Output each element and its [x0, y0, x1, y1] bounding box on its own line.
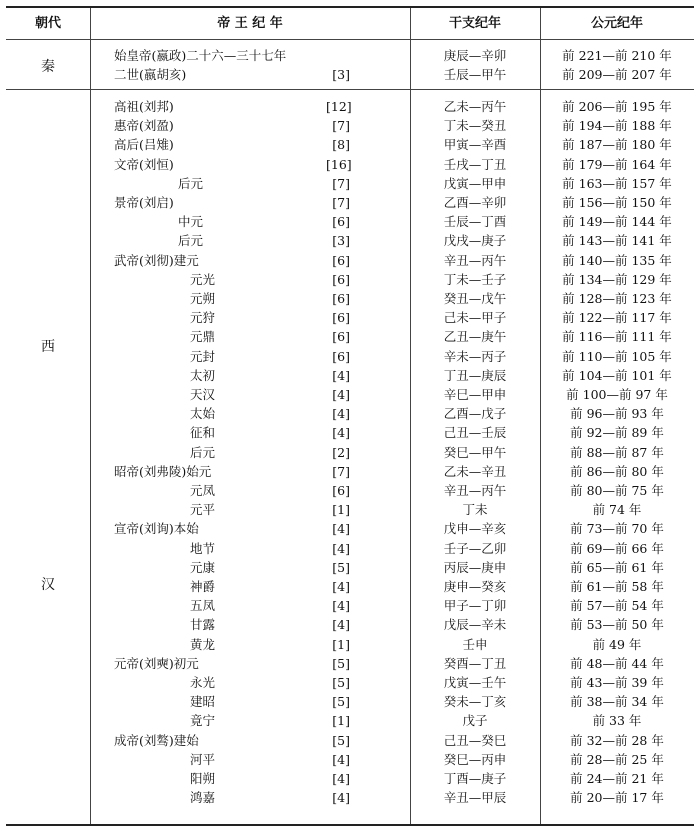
gongyuan-cell: 前 28—前 25 年: [570, 751, 664, 767]
reign-name: 鸿嘉: [190, 790, 216, 806]
reign-years: [3]: [332, 233, 350, 249]
table-row: [6, 289, 694, 308]
reign-name: 建昭: [190, 694, 216, 710]
gongyuan-cell: 前 57—前 54 年: [570, 598, 664, 614]
ganzhi-cell: 乙酉—辛卯: [443, 195, 507, 210]
reign-years: [7]: [332, 118, 350, 134]
header-rule: [6, 39, 694, 40]
ganzhi-cell: 癸未—丁亥: [443, 694, 507, 710]
reign-years: [5]: [332, 559, 350, 575]
ganzhi-cell: 辛未—丙子: [443, 348, 507, 364]
reign-years: [4]: [332, 425, 350, 441]
reign-name: 元光: [190, 271, 216, 287]
reign-years: [4]: [332, 367, 350, 383]
ganzhi-cell: 辛丑—丙午: [443, 483, 507, 498]
ganzhi-cell: 乙未—丙午: [443, 99, 507, 114]
gongyuan-cell: 前 128—前 123 年: [562, 291, 672, 306]
reign-years: [4]: [332, 579, 350, 594]
ganzhi-cell: 戊寅—壬午: [443, 675, 507, 690]
ganzhi-cell: 壬辰—甲午: [443, 67, 507, 83]
gongyuan-cell: 前 140—前 135 年: [562, 252, 672, 268]
reign-name: 后元: [178, 233, 204, 249]
table-row: [6, 347, 694, 366]
reign-years: [4]: [332, 387, 350, 402]
reign-years: [3]: [332, 67, 350, 83]
ganzhi-cell: 戊申—辛亥: [443, 521, 507, 537]
reign-name: 景帝(刘启): [114, 195, 174, 210]
table-row: [6, 519, 694, 538]
table-row: [6, 65, 694, 84]
gongyuan-cell: 前 194—前 188 年: [562, 118, 672, 134]
reign-years: [6]: [332, 252, 350, 268]
gongyuan-cell: 前 88—前 87 年: [570, 444, 664, 460]
table-row: [6, 481, 694, 500]
reign-name: 黄龙: [190, 636, 216, 652]
ganzhi-cell: 壬子—乙卯: [443, 540, 507, 556]
reign-years: [4]: [332, 521, 350, 537]
reign-name: 中元: [178, 214, 204, 230]
ganzhi-cell: 癸丑—戊午: [443, 291, 507, 306]
reign-years: [4]: [332, 617, 350, 633]
table-row: [6, 270, 694, 289]
gongyuan-cell: 前 49 年: [592, 636, 642, 652]
reign-name: 太初: [190, 367, 216, 383]
reign-years: [6]: [332, 310, 350, 326]
table-row: [6, 308, 694, 327]
table-row: [6, 366, 694, 385]
gongyuan-cell: 前 86—前 80 年: [570, 463, 664, 479]
gongyuan-cell: 前 149—前 144 年: [562, 214, 672, 230]
table-row: [6, 231, 694, 250]
gongyuan-cell: 前 92—前 89 年: [570, 425, 664, 441]
ganzhi-cell: 辛丑—丙午: [443, 252, 507, 268]
gongyuan-cell: 前 179—前 164 年: [562, 156, 672, 172]
reign-name: 后元: [178, 175, 204, 191]
table-row: [6, 385, 694, 404]
reign-name: 后元: [190, 444, 216, 460]
ganzhi-cell: 丙辰—庚申: [443, 559, 507, 575]
table-row: [6, 423, 694, 442]
table-row: [6, 135, 694, 154]
gongyuan-cell: 前 69—前 66 年: [570, 540, 664, 556]
reign-name: 甘露: [190, 617, 216, 633]
reign-years: [5]: [332, 675, 350, 690]
table-row: [6, 558, 694, 577]
ganzhi-cell: 丁酉—庚子: [443, 771, 507, 786]
ganzhi-cell: 癸酉—丁丑: [443, 655, 507, 671]
reign-name: 五凤: [190, 598, 216, 614]
reign-name: 河平: [190, 751, 216, 767]
gongyuan-cell: 前 163—前 157 年: [562, 175, 672, 191]
reign-years: [7]: [332, 175, 350, 191]
ganzhi-cell: 戊戌—庚子: [443, 233, 507, 249]
reign-name: 元帝(刘奭)初元: [114, 655, 199, 671]
gongyuan-cell: 前 122—前 117 年: [562, 310, 672, 326]
table-row: [6, 155, 694, 174]
ganzhi-cell: 癸巳—甲午: [443, 444, 507, 460]
gongyuan-cell: 前 61—前 58 年: [570, 579, 664, 594]
ganzhi-cell: 戊辰—辛未: [443, 617, 507, 633]
gongyuan-cell: 前 65—前 61 年: [570, 559, 664, 575]
dynasty-xi: 西: [41, 339, 55, 355]
gongyuan-cell: 前 73—前 70 年: [570, 521, 664, 537]
reign-name: 元封: [190, 348, 216, 364]
reign-name: 惠帝(刘盈): [114, 118, 174, 134]
table-row: [6, 404, 694, 423]
ganzhi-cell: 己丑—癸巳: [443, 732, 507, 748]
reign-name: 征和: [190, 425, 216, 441]
ganzhi-cell: 丁未: [462, 502, 488, 518]
header-reign: 帝 王 纪 年: [217, 16, 283, 31]
reign-name: 地节: [190, 540, 216, 556]
section-rule: [6, 89, 694, 90]
gongyuan-cell: 前 96—前 93 年: [570, 406, 664, 422]
gongyuan-cell: 前 134—前 129 年: [562, 271, 672, 287]
ganzhi-cell: 壬辰—丁酉: [443, 214, 507, 230]
gongyuan-cell: 前 110—前 105 年: [562, 348, 672, 364]
reign-years: [8]: [332, 137, 350, 153]
ganzhi-cell: 甲寅—辛酉: [443, 137, 507, 153]
ganzhi-cell: 丁丑—庚辰: [443, 367, 507, 383]
ganzhi-cell: 戊子: [462, 713, 488, 729]
reign-years: [7]: [332, 195, 350, 210]
reign-name: 元康: [190, 559, 216, 575]
table-row: [6, 615, 694, 634]
gongyuan-cell: 前 209—前 207 年: [562, 67, 672, 83]
ganzhi-cell: 乙未—辛丑: [443, 463, 507, 479]
gongyuan-cell: 前 156—前 150 年: [562, 195, 672, 210]
reign-years: [6]: [332, 214, 350, 230]
reign-years: [4]: [332, 540, 350, 556]
reign-years: [6]: [332, 329, 350, 345]
gongyuan-cell: 前 53—前 50 年: [570, 617, 664, 633]
reign-name: 高祖(刘邦): [114, 99, 174, 114]
table-row: [6, 212, 694, 231]
reign-name: 元朔: [190, 291, 216, 306]
gongyuan-cell: 前 38—前 34 年: [570, 694, 664, 710]
table-row: [6, 769, 694, 788]
ganzhi-cell: 甲子—丁卯: [443, 598, 507, 614]
reign-name: 成帝(刘骜)建始: [114, 732, 199, 748]
gongyuan-cell: 前 74 年: [592, 502, 642, 518]
gongyuan-cell: 前 43—前 39 年: [570, 675, 664, 690]
table-row: [6, 635, 694, 654]
reign-name: 元狩: [190, 310, 216, 326]
ganzhi-cell: 乙酉—戊子: [443, 406, 507, 422]
reign-name: 高后(吕雉): [114, 137, 174, 153]
reign-name: 阳朔: [190, 771, 216, 786]
table-row: [6, 692, 694, 711]
reign-name: 永光: [190, 675, 216, 690]
reign-years: [6]: [332, 348, 350, 364]
gongyuan-cell: 前 32—前 28 年: [570, 732, 664, 748]
table-row: [6, 500, 694, 519]
reign-years: [12]: [326, 99, 352, 114]
reign-name: 天汉: [190, 387, 216, 402]
table-row: [6, 539, 694, 558]
reign-name: 元平: [190, 502, 216, 518]
table-row: [6, 788, 694, 807]
reign-years: [4]: [332, 751, 350, 767]
table-row: [6, 443, 694, 462]
table-row: [6, 46, 694, 65]
gongyuan-cell: 前 187—前 180 年: [562, 137, 672, 153]
reign-years: [6]: [332, 271, 350, 287]
reign-years: [4]: [332, 771, 350, 786]
ganzhi-cell: 乙丑—庚午: [443, 329, 507, 345]
reign-name: 太始: [190, 406, 216, 422]
reign-name: 武帝(刘彻)建元: [114, 252, 199, 268]
gongyuan-cell: 前 80—前 75 年: [570, 483, 664, 498]
gongyuan-cell: 前 100—前 97 年: [566, 387, 668, 402]
reign-years: [5]: [332, 732, 350, 748]
ganzhi-cell: 戊寅—甲申: [443, 175, 507, 191]
gongyuan-cell: 前 48—前 44 年: [570, 655, 664, 671]
header-ganzhi: 干支纪年: [448, 16, 501, 31]
table-row: [6, 251, 694, 270]
dynasty-qin: 秦: [41, 59, 55, 75]
reign-years: [1]: [332, 502, 350, 518]
ganzhi-cell: 丁未—壬子: [443, 271, 507, 287]
reign-years: [6]: [332, 483, 350, 498]
reign-name: 始皇帝(嬴政)二十六—三十七年: [114, 48, 287, 63]
table-row: [6, 673, 694, 692]
ganzhi-cell: 癸巳—丙申: [443, 751, 507, 767]
table-row: [6, 116, 694, 135]
reign-years: [2]: [332, 444, 350, 460]
table-row: [6, 462, 694, 481]
reign-name: 竟宁: [190, 713, 216, 729]
header-gongyuan: 公元纪年: [590, 16, 643, 31]
reign-name: 元鼎: [190, 329, 216, 345]
gongyuan-cell: 前 221—前 210 年: [562, 48, 672, 63]
reign-years: [16]: [326, 156, 352, 172]
ganzhi-cell: 己丑—壬辰: [443, 425, 507, 441]
reign-years: [5]: [332, 655, 350, 671]
table-row: [6, 596, 694, 615]
table-row: [6, 327, 694, 346]
ganzhi-cell: 辛丑—甲辰: [443, 790, 507, 806]
reign-name: 二世(嬴胡亥): [114, 67, 187, 83]
reign-name: 宣帝(刘询)本始: [114, 521, 199, 537]
reign-name: 昭帝(刘弗陵)始元: [114, 463, 212, 479]
ganzhi-cell: 己未—甲子: [443, 310, 507, 326]
ganzhi-cell: 辛巳—甲申: [443, 387, 507, 402]
gongyuan-cell: 前 143—前 141 年: [562, 233, 672, 249]
ganzhi-cell: 丁未—癸丑: [443, 118, 507, 134]
ganzhi-cell: 壬戌—丁丑: [443, 156, 507, 172]
reign-years: [1]: [332, 636, 350, 652]
chronology-table: [6, 6, 694, 826]
reign-years: [1]: [332, 713, 350, 729]
reign-years: [4]: [332, 790, 350, 806]
reign-name: 神爵: [190, 579, 216, 594]
table-row: [6, 711, 694, 730]
ganzhi-cell: 壬申: [462, 636, 488, 652]
gongyuan-cell: 前 206—前 195 年: [562, 99, 672, 114]
gongyuan-cell: 前 116—前 111 年: [562, 329, 672, 345]
table-row: [6, 654, 694, 673]
table-row: [6, 750, 694, 769]
table-row: [6, 193, 694, 212]
table-row: [6, 731, 694, 750]
ganzhi-cell: 庚辰—辛卯: [443, 48, 507, 63]
dynasty-han: 汉: [41, 577, 55, 593]
reign-years: [5]: [332, 694, 350, 710]
gongyuan-cell: 前 20—前 17 年: [570, 790, 664, 806]
table-row: [6, 97, 694, 116]
table-row: [6, 577, 694, 596]
reign-years: [7]: [332, 463, 350, 479]
gongyuan-cell: 前 24—前 21 年: [570, 771, 664, 786]
ganzhi-cell: 庚申—癸亥: [443, 579, 507, 594]
reign-years: [6]: [332, 291, 350, 306]
gongyuan-cell: 前 104—前 101 年: [562, 367, 672, 383]
table-row: [6, 174, 694, 193]
gongyuan-cell: 前 33 年: [592, 713, 642, 729]
reign-years: [4]: [332, 406, 350, 422]
reign-name: 文帝(刘恒): [114, 156, 174, 172]
reign-name: 元凤: [190, 483, 216, 498]
reign-years: [4]: [332, 598, 350, 614]
header-dynasty: 朝代: [34, 16, 61, 31]
